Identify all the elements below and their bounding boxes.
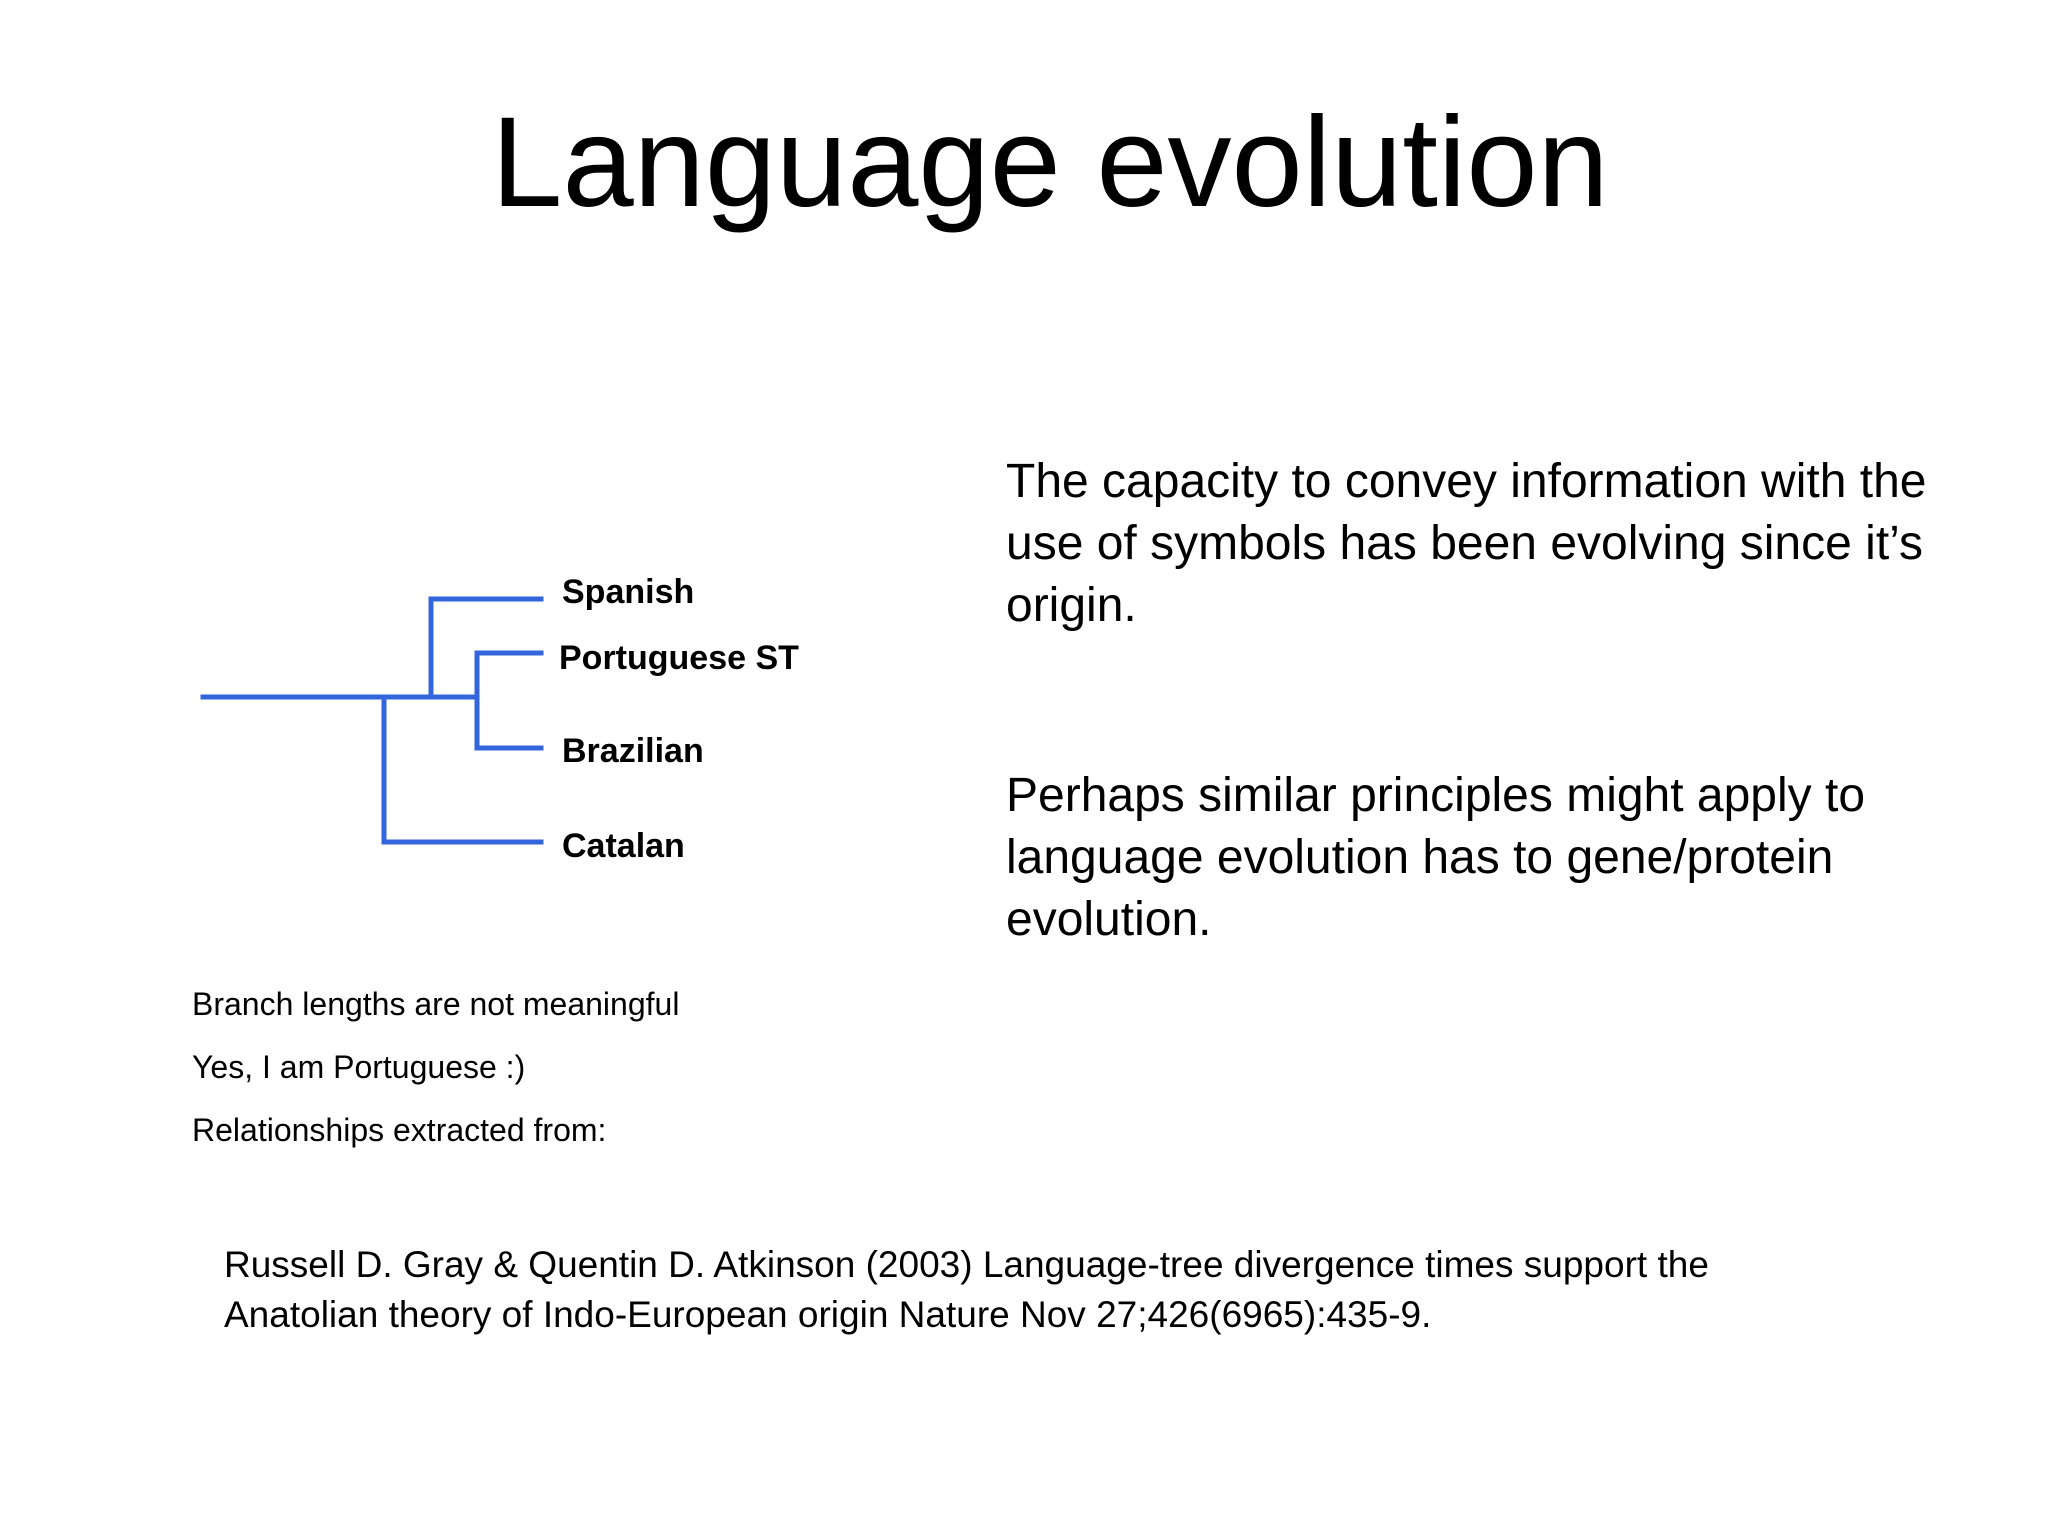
tree-leaf-label: Portuguese ST [559,639,799,677]
tree-leaf-label: Spanish [562,573,695,611]
slide-title: Language evolution [491,91,1609,234]
note-relationships: Relationships extracted from: [192,1112,607,1148]
citation-line: Anatolian theory of Indo-European origin Nature Nov 27;426(6965):435-9. [224,1294,1432,1335]
citation [224,1240,2004,1340]
citation-line: Russell D. Gray & Quentin D. Atkinson (2003) Language-tree divergence times support the [224,1244,1709,1285]
note-portuguese: Yes, I am Portuguese :) [192,1049,526,1085]
body-paragraph-capacity: The capacity to convey information with the use of symbols has been evolving since it’s origin. [1006,455,1927,632]
note-branch-lengths: Branch lengths are not meaningful [192,986,680,1022]
tree-leaf-label: Catalan [562,827,685,865]
tree-leaf-label: Brazilian [562,732,704,770]
body-paragraph-principles: Perhaps similar principles might apply to language evolution has to gene/protein evolution. [1006,769,1866,946]
